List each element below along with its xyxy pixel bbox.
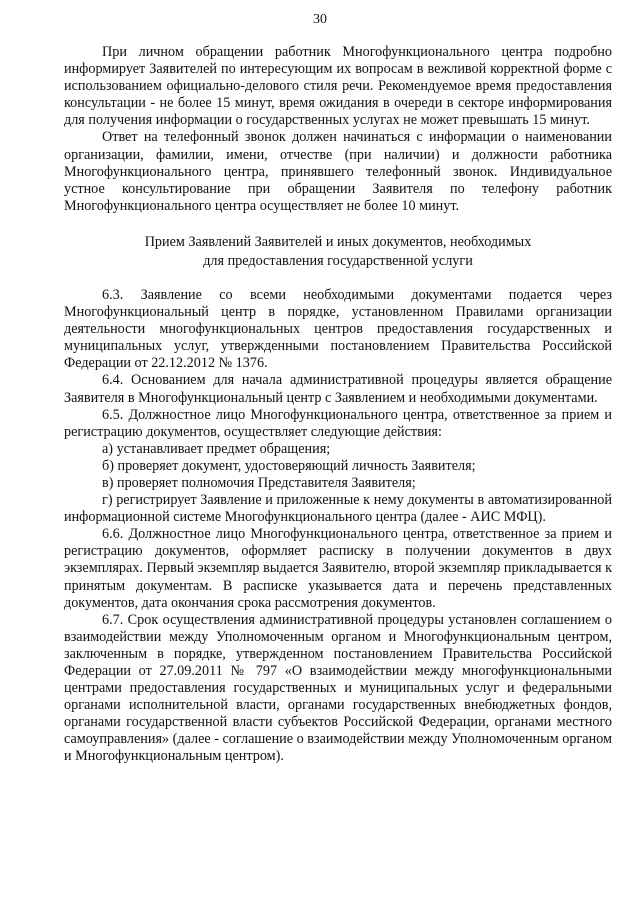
section-heading-line-2: для предоставления государственной услуги: [203, 252, 473, 269]
list-item-b: б) проверяет документ, удостоверяющий личность Заявителя;: [102, 457, 476, 474]
document-body: [64, 44, 612, 766]
list-item-a: а) устанавливает предмет обращения;: [102, 440, 331, 457]
list-item-c: в) проверяет полномочия Представителя Заявителя;: [102, 474, 416, 491]
paragraph-6-4: 6.4. Основанием для начала административной процедуры является обращение Заявителя в Многофункциональный центр с Заявлением и необходимыми документами.: [64, 372, 612, 406]
paragraph-in-person-consultation: При личном обращении работник Многофункционального центра подробно информирует Заявителей по интересующим их вопросам в вежливой корректной форме с использованием официально-делового стиля речи. Рекомендуемое время предоставления консультации - не более 15 минут, время ожидания в очереди в секторе информирования для получения информации о государственных услугах не может превышать 15 минут.: [64, 44, 612, 129]
section-heading: [64, 233, 612, 271]
list-item-d: г) регистрирует Заявление и приложенные к нему документы в автоматизированной информационной системе Многофункционального центра (далее - АИС МФЦ).: [64, 492, 612, 526]
section-heading-line-1: Прием Заявлений Заявителей и иных документов, необходимых: [144, 233, 532, 250]
page-number: 30: [313, 12, 327, 27]
paragraph-6-5: 6.5. Должностное лицо Многофункционального центра, ответственное за прием и регистрацию документов, осуществляет следующие действия:: [64, 406, 612, 440]
paragraph-phone-consultation: Ответ на телефонный звонок должен начинаться с информации о наименовании организации, фамилии, имени, отчестве (при наличии) и должности работника Многофункционального центра, принявшего телефонный звонок. Индивидуальное устное консультирование при обращении Заявителя по телефону работник Многофункционального центра осуществляет не более 10 минут.: [64, 129, 612, 214]
paragraph-6-7: 6.7. Срок осуществления административной процедуры установлен соглашением о взаимодействии между Уполномоченным органом и Многофункциональным центром, заключенным в порядке, утвержденном постановлением Правительства Российской Федерации от 27.09.2011 № 797 «О взаимодействии между многофункциональными центрами предоставления государственных и муниципальных услуг и федеральными органами исполнительной власти, органами государственных внебюджетных фондов, органами государственной власти субъектов Российской Федерации, органами местного самоуправления» (далее - соглашение о взаимодействии между Уполномоченным органом и Многофункциональным центром).: [64, 611, 612, 765]
paragraph-6-6: 6.6. Должностное лицо Многофункционального центра, ответственное за прием и регистрацию документов, оформляет расписку в получении документов в двух экземплярах. Первый экземпляр выдается Заявителю, второй экземпляр прикладывается к принятым документам. В расписке указывается дата и перечень представленных документов, дата окончания срока рассмотрения документов.: [64, 526, 612, 611]
paragraph-6-3: 6.3. Заявление со всеми необходимыми документами подается через Многофункциональный центр в порядке, установленном Правилами организации деятельности многофункциональных центров предоставления государственных и муниципальных услуг, утвержденными постановлением Правительства Российской Федерации от 22.12.2012 № 1376.: [64, 286, 612, 372]
